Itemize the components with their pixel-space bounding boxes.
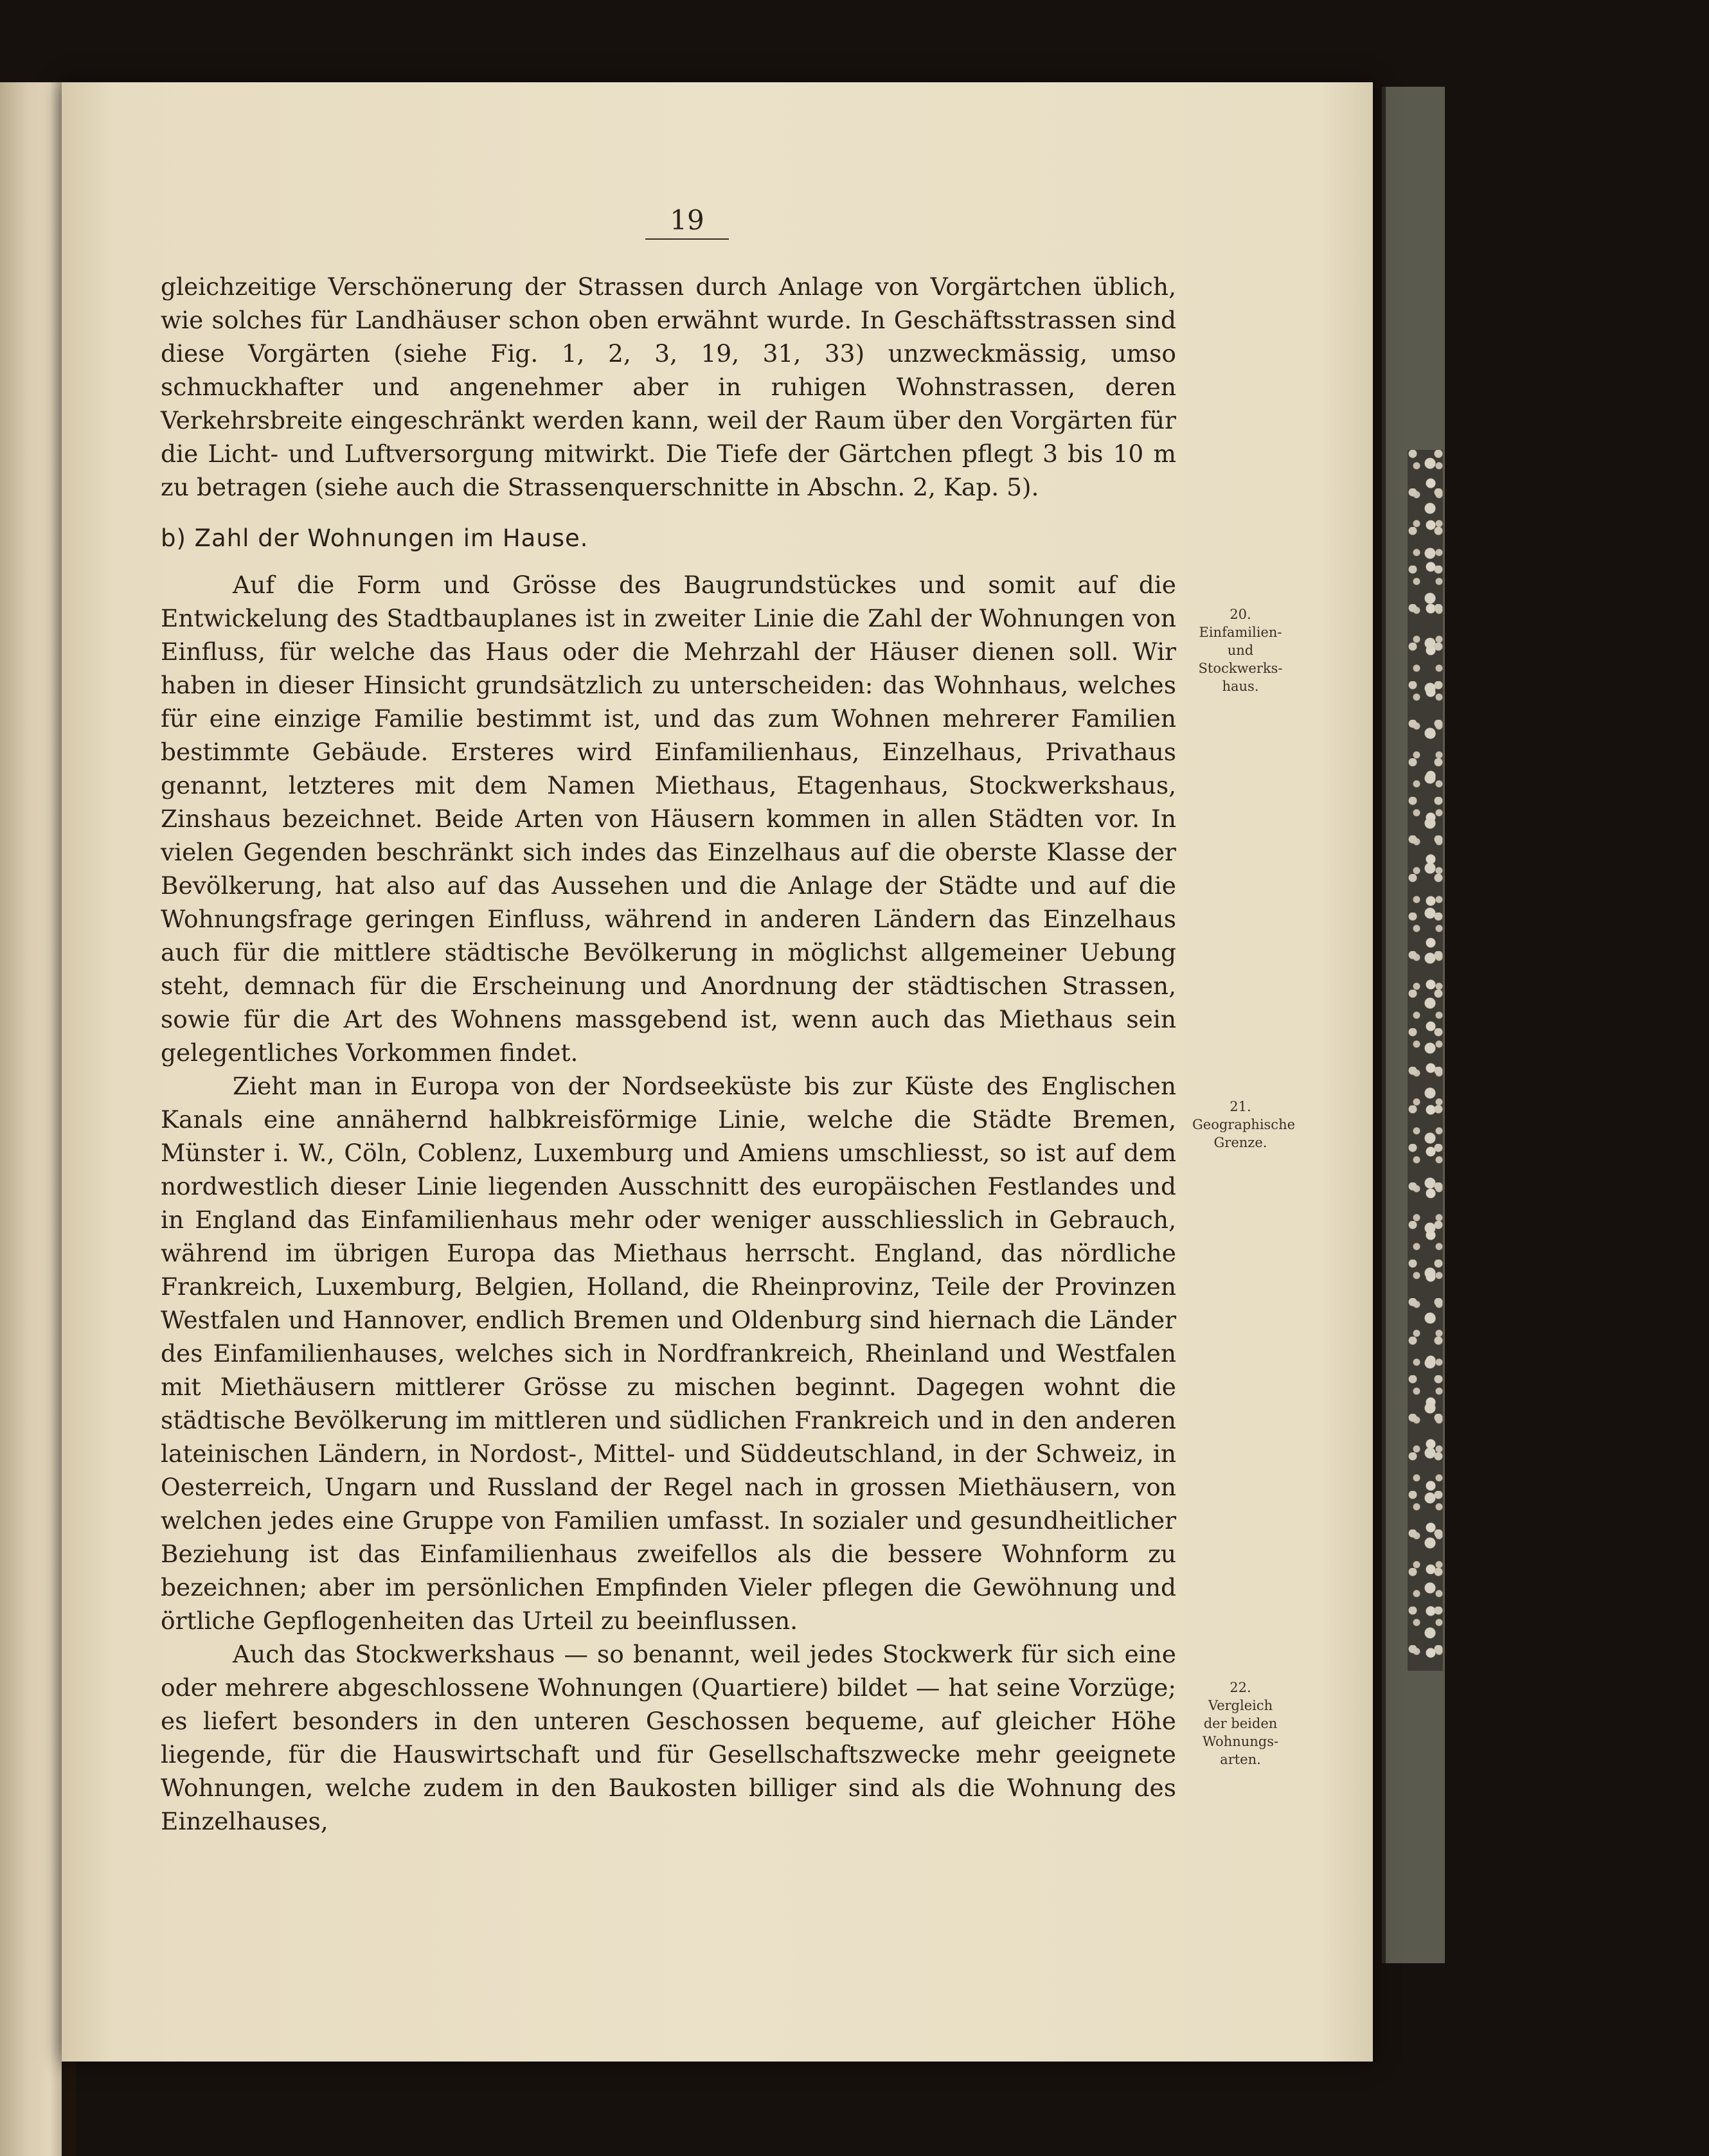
margin-note-line: arten.: [1220, 1752, 1261, 1767]
margin-note-line: Geographische: [1192, 1117, 1296, 1132]
margin-note-line: haus.: [1222, 679, 1259, 694]
body-text: [161, 270, 1176, 1838]
paragraph: Zieht man in Europa von der Nordseeküste bis zur Küste des Englischen Kanals eine annähernd halbkreisförmige Linie, welche die Städte Bremen, Münster i. W., Cöln, Coblenz, Luxemburg und Amiens umschliesst, so ist auf dem nordwestlich dieser Linie liegenden Ausschnitt des europäischen Festlandes und in England das Einfamilienhaus mehr oder weniger ausschliesslich in Gebrauch, während im übrigen Europa das Miethaus herrscht. England, das nördliche Frankreich, Luxemburg, Belgien, Holland, die Rheinprovinz, Teile der Provinzen Westfalen und Hannover, endlich Bremen und Oldenburg sind hiernach die Länder des Einfamilienhauses, welches sich in Nordfrankreich, Rheinland und Westfalen mit Miethäusern mittlerer Grösse zu mischen beginnt. Dagegen wohnt die städtische Bevölkerung im mittleren und südlichen Frankreich und in den anderen lateinischen Ländern, in Nordost-, Mittel- und Süddeutschland, in der Schweiz, in Oesterreich, Ungarn und Russland der Regel nach in grossen Miethäusern, von welchen jedes eine Gruppe von Familien umfasst. In sozialer und gesundheitlicher Beziehung ist das Einfamilienhaus zweifellos als die bessere Wohnform zu bezeichnen; aber im persönlichen Empfinden Vieler pflegen die Gewöhnung und örtliche Gepflogenheiten das Urteil zu beeinflussen.: [161, 1072, 1176, 1635]
paragraph: Auf die Form und Grösse des Baugrundstückes und somit auf die Entwickelung des Stadtbauplanes ist in zweiter Linie die Zahl der Wohnungen von Einfluss, für welche das Haus oder die Mehrzahl der Häuser dienen soll. Wir haben in dieser Hinsicht grundsätzlich zu unterscheiden: das Wohnhaus, welches für eine einzige Familie bestimmt ist, und das zum Wohnen mehrerer Familien bestimmte Gebäude. Ersteres wird Einfamilienhaus, Einzelhaus, Privathaus genannt, letzteres mit dem Namen Miethaus, Etagenhaus, Stockwerkshaus, Zinshaus bezeichnet. Beide Arten von Häusern kommen in allen Städten vor. In vielen Gegenden beschränkt sich indes das Einzelhaus auf die oberste Klasse der Bevölkerung, hat also auf das Aussehen und die Anlage der Städte und auf die Wohnungsfrage geringen Einfluss, während in anderen Ländern das Einzelhaus auch für die mittlere städtische Bevölkerung in möglichst allgemeiner Uebung steht, demnach für die Erscheinung und Anordnung der städtischen Strassen, sowie für die Art des Wohnens massgebend ist, wenn auch das Miethaus sein gelegentliches Vorkommen findet.: [161, 571, 1176, 1067]
margin-note-number: 20.: [1230, 607, 1251, 622]
margin-note-20: [1192, 605, 1289, 695]
margin-note-line: und: [1227, 643, 1254, 658]
section-heading: b) Zahl der Wohnungen im Hause.: [161, 524, 589, 552]
margin-note-number: 22.: [1230, 1680, 1251, 1695]
margin-note-line: der beiden: [1203, 1716, 1278, 1731]
margin-note-line: Wohnungs-: [1202, 1734, 1279, 1749]
marbled-cover: [1408, 450, 1443, 1671]
margin-note-line: Vergleich: [1208, 1698, 1273, 1713]
margin-note-line: Stockwerks-: [1198, 661, 1283, 676]
paragraph-continuation: gleichzeitige Verschönerung der Strassen durch Anlage von Vorgärtchen üblich, wie solches für Landhäuser schon oben erwähnt wurde. In Geschäftsstrassen sind diese Vorgärten (siehe Fig. 1, 2, 3, 19, 31, 33) unzweckmässig, umso schmuckhafter und angenehmer aber in ruhigen Wohnstrassen, deren Verkehrsbreite eingeschränkt werden kann, weil der Raum über den Vorgärten für die Licht- und Luftversorgung mitwirkt. Die Tiefe der Gärtchen pflegt 3 bis 10 m zu betragen (siehe auch die Strassenquerschnitte in Abschn. 2, Kap. 5).: [161, 272, 1176, 501]
margin-note-line: Einfamilien-: [1199, 625, 1282, 640]
page-number: 19: [645, 204, 729, 240]
margin-note-22: [1192, 1679, 1289, 1768]
paragraph: Auch das Stockwerkshaus — so benannt, weil jedes Stockwerk für sich eine oder mehrere abgeschlossene Wohnungen (Quartiere) bildet — hat seine Vorzüge; es liefert besonders in den unteren Geschossen bequeme, auf gleicher Höhe liegende, für die Hauswirtschaft und für Gesellschaftszwecke mehr geeignete Wohnungen, welche zudem in den Baukosten billiger sind als die Wohnung des Einzelhauses,: [161, 1640, 1176, 1835]
margin-note-number: 21.: [1230, 1099, 1251, 1114]
margin-note-line: Grenze.: [1213, 1135, 1267, 1150]
margin-note-21: [1192, 1098, 1296, 1152]
